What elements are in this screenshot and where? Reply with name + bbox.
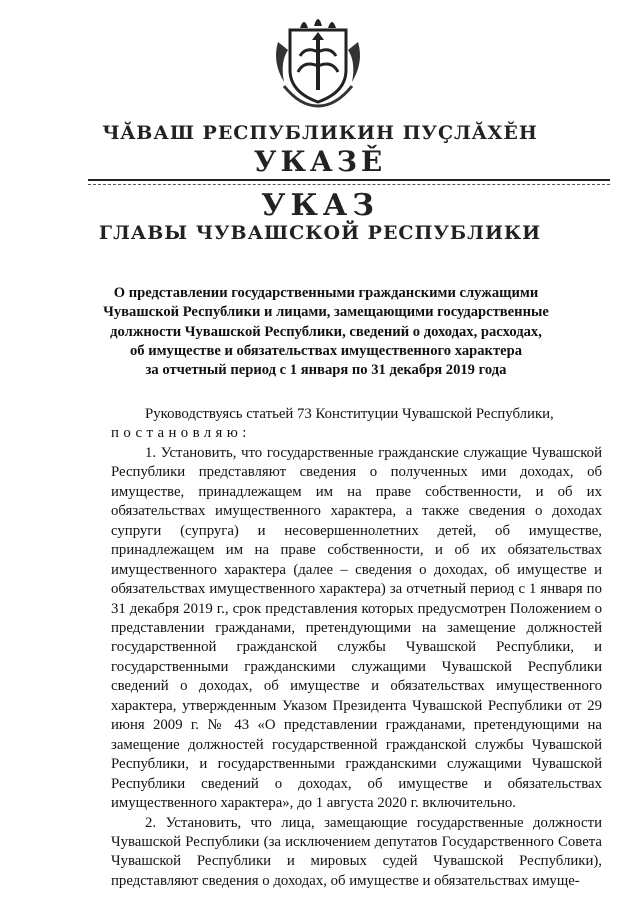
- decree-title-line: за отчетный период с 1 января по 31 декабря 2019 года: [145, 362, 507, 379]
- decree-title-line: об имуществе и обязательствах имущественного характера: [129, 342, 523, 359]
- russian-header-line2: ГЛАВЫ ЧУВАШСКОЙ РЕСПУБЛИКИ: [98, 222, 542, 244]
- chuvash-emblem-icon: [270, 12, 366, 108]
- intro-paragraph: Руководствуясь статьей 73 Конституции Чувашской Республики,: [145, 406, 554, 422]
- chuvash-header-line2: УКАЗĚ: [253, 145, 387, 178]
- decree-title-line: должности Чувашской Республики, сведений о доходах, расходах,: [110, 323, 542, 340]
- decree-body: [111, 405, 602, 891]
- paragraph-1: 1. Установить, что государственные гражданские служащие Чувашской Республики представляют сведения о полученных ими доходах, об имуществе, принадлежащем им на праве собственности, и об их обязательствах имущественного характера, а также сведения о доходах супруги (супруга) и несовершеннолетних детей, об имуществе, принадлежащем им на праве собственности, и об их обязательствах имущественного характера (далее – сведения о доходах, об имуществе и обязательствах имущественного характера) за отчетный период с 1 января по 31 декабря 2019 г., срок представления которых предусмотрен Положением о представлении гражданами, претендующими на замещение должностей государственной гражданской службы Чувашской Республики, и государственными гражданскими служащими Чувашской Республики сведений о доходах, об имуществе и обязательствах имущественного характера, утвержденным Указом Президента Чувашской Республики от 29 июня 2009 г. № 43 «О представлении гражданами, претендующими на замещение должностей государственной гражданской службы Чувашской Республики, и государственными гражданскими служащими Чувашской Республики сведений о доходах, об имуществе и обязательствах имущественного характера», до 1 августа 2020 г. включительно.: [111, 444, 602, 812]
- decree-word-text: постановляю:: [111, 425, 251, 442]
- russian-header-line1: УКАЗ: [261, 188, 379, 223]
- decree-title-line: О представлении государственными гражданскими служащими: [113, 285, 539, 301]
- paragraph-2: 2. Установить, что лица, замещающие государственные должности Чувашской Республики (за исключением депутатов Государственного Совета Чувашской Республики и мировых судей Чувашской Республики), представляют сведения о доходах, об имуществе и обязательствах имуще-: [111, 814, 602, 889]
- header-divider-solid: [88, 179, 610, 181]
- decree-title-line: Чувашской Республики и лицами, замещающими государственные: [103, 304, 549, 321]
- header-divider-dashed: [88, 184, 610, 185]
- decree-word: [111, 424, 602, 443]
- chuvash-header-line1: ЧĂВАШ РЕСПУБЛИКИН ПУÇЛĂХĚН: [102, 122, 538, 144]
- decree-title: [100, 284, 552, 380]
